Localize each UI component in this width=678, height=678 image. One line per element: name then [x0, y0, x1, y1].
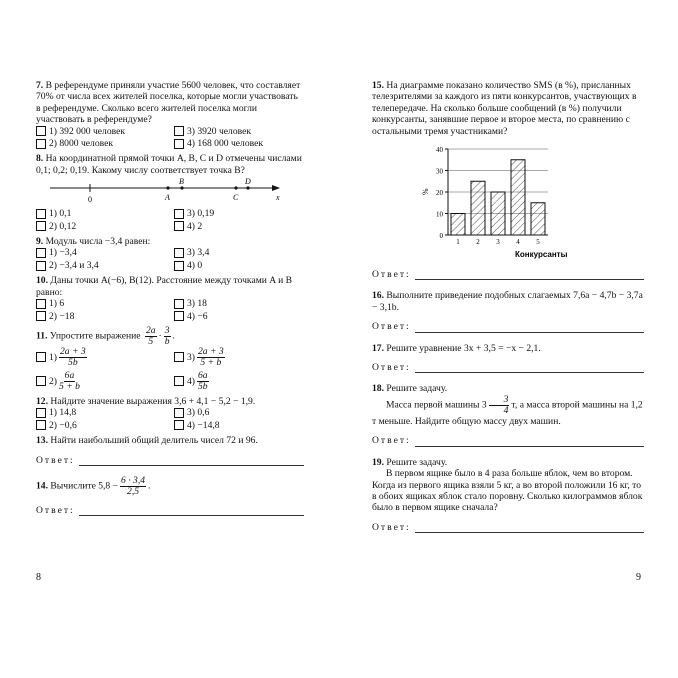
- q19-body: В первом ящике было в 4 раза больше яблок, чем во втором. Когда из первого ящика взяли 5 кг, а во второй положили 16 кг, то в обоих ящиках яблок стало поровну. Сколько килограммов яблок было в первом ящике сначала?: [372, 468, 643, 514]
- checkbox[interactable]: [36, 261, 46, 271]
- checkbox[interactable]: [36, 248, 46, 258]
- bar: [471, 181, 485, 235]
- q11-fraction-1: $\frac{2a}{5}$: [145, 324, 156, 347]
- answer-line[interactable]: [415, 438, 644, 447]
- question-15: [372, 80, 644, 280]
- y-tick-label: 30: [436, 167, 443, 176]
- checkbox[interactable]: [174, 352, 184, 362]
- y-tick-label: 20: [436, 189, 443, 198]
- checkbox[interactable]: [36, 139, 46, 149]
- answer-label: Ответ:: [36, 504, 75, 516]
- q11-option-2[interactable]: 2) $\frac{6a}{5 + b}$: [36, 371, 174, 392]
- x-tick-label: 4: [516, 238, 520, 247]
- answer-label: Ответ:: [372, 269, 411, 281]
- question-11: 11. Упростите выражение $\frac{2a}{5}$ · $\frac{3}{b}$ . 1) $\frac{2a + 3}{5b}$ 3) $\frac{2a + 3}{5 + b}$ 2) $\frac{6a}{5 + b}$ 4) $\frac{6a}{5b}$: [36, 326, 304, 392]
- q16-answer[interactable]: [372, 321, 644, 332]
- q11-option-3[interactable]: 3) $\frac{2a + 3}{5 + b}$: [174, 347, 304, 368]
- label-c: C: [233, 193, 239, 203]
- q14-fraction: $\frac{6 \cdot 3,4}{2,5}$: [121, 474, 146, 497]
- checkbox[interactable]: [36, 420, 46, 430]
- x-tick-label: 5: [536, 238, 540, 247]
- checkbox[interactable]: [36, 126, 46, 136]
- q19-text: Решите задачу.: [386, 456, 448, 468]
- x-tick-label: 3: [496, 238, 500, 247]
- question-7: [36, 80, 304, 149]
- y-tick-label: 40: [436, 146, 443, 155]
- q17-number: 17.: [372, 342, 384, 354]
- q7-number: 7.: [36, 80, 44, 91]
- q8-option-3[interactable]: 3) 0,19: [174, 208, 304, 219]
- q7-option-2[interactable]: 2) 8000 человек: [36, 138, 174, 149]
- question-16: [372, 290, 644, 332]
- q16-text: Выполните приведение подобных слагаемых 7,6a − 4,7b − 3,7a − 3,1b.: [372, 290, 643, 313]
- q10-text: Даны точки A(−6), B(12). Расстояние между точками A и B равно:: [36, 275, 293, 298]
- checkbox[interactable]: [174, 408, 184, 418]
- q9-option-3[interactable]: 3) 3,4: [174, 247, 304, 258]
- q15-answer[interactable]: [372, 269, 644, 280]
- q12-option-1[interactable]: 1) 14,8: [36, 407, 174, 418]
- answer-line[interactable]: [415, 324, 644, 333]
- checkbox[interactable]: [174, 420, 184, 430]
- q7-option-4[interactable]: 4) 168 000 человек: [174, 138, 304, 149]
- q15-text: На диаграмме показано количество SMS (в %), присланных телезрителями за каждого из пяти конкурсантов, участвующих в телепередаче. На сколько больше сообщений (в %) получили конкурсанты, занявшие первое и второе места, по сравнению с остальными тремя участниками?: [372, 80, 637, 137]
- y-tick-label: 0: [439, 232, 443, 241]
- q8-number: 8.: [36, 153, 44, 165]
- q12-option-3[interactable]: 3) 0,6: [174, 407, 304, 418]
- answer-line[interactable]: [415, 524, 644, 533]
- right-page: [372, 80, 644, 537]
- answer-label: Ответ:: [372, 321, 411, 333]
- checkbox[interactable]: [174, 126, 184, 136]
- q11-text: Упростите выражение: [49, 330, 141, 342]
- q19-answer[interactable]: [372, 522, 644, 533]
- checkbox[interactable]: [36, 311, 46, 321]
- q18-fraction: $\frac{3}{4}$: [489, 395, 510, 416]
- checkbox[interactable]: [174, 299, 184, 309]
- question-9: [36, 236, 304, 271]
- q10-option-4[interactable]: 4) −6: [174, 311, 304, 322]
- q7-option-1[interactable]: 1) 392 000 человек: [36, 126, 174, 137]
- y-axis-label: %: [421, 188, 430, 196]
- checkbox[interactable]: [174, 261, 184, 271]
- q7-option-3[interactable]: 3) 3920 человек: [174, 126, 304, 137]
- q11-option-4[interactable]: 4) $\frac{6a}{5b}$: [174, 371, 304, 392]
- label-b: B: [179, 178, 184, 187]
- x-tick-label: 1: [456, 238, 460, 247]
- left-page: [36, 80, 304, 520]
- q9-option-4[interactable]: 4) 0: [174, 260, 304, 271]
- q19-number: 19.: [372, 456, 384, 468]
- checkbox[interactable]: [174, 248, 184, 258]
- q18-text: Решите задачу.: [386, 383, 448, 395]
- question-18: 18. Решите задачу. Масса первой машины 3 $\frac{3}{4}$ т, а масса второй машины на 1,2 т меньше. Найдите общую массу двух машин. Ответ:: [372, 383, 643, 447]
- bar: [491, 192, 505, 235]
- checkbox[interactable]: [174, 209, 184, 219]
- label-a: A: [165, 193, 170, 203]
- bar: [511, 160, 525, 235]
- question-17: [372, 343, 644, 374]
- q13-text: Найти наибольший общий делитель чисел 72 и 96.: [50, 435, 258, 447]
- checkbox[interactable]: [36, 221, 46, 231]
- answer-line[interactable]: [79, 457, 304, 466]
- label-x: x: [276, 193, 280, 203]
- q8-text: На координатной прямой точки A, B, C и D отмечены числами 0,1; 0,2; 0,19. Какому числу соответствует точка B?: [36, 153, 302, 176]
- q16-number: 16.: [372, 290, 384, 302]
- q8-option-4[interactable]: 4) 2: [174, 221, 304, 232]
- question-14: 14. Вычислите 5,8 − $\frac{6 \cdot 3,4}{2,5}$ . Ответ:: [36, 476, 304, 516]
- q14-answer[interactable]: [36, 505, 304, 516]
- checkbox[interactable]: [174, 311, 184, 321]
- q10-option-3[interactable]: 3) 18: [174, 298, 304, 309]
- answer-label: Ответ:: [372, 435, 411, 447]
- q15-number: 15.: [372, 80, 384, 91]
- x-tick-label: 2: [476, 238, 480, 247]
- y-tick-label: 10: [436, 210, 443, 219]
- q17-text: Решите уравнение 3x + 3,5 = −x − 2,1.: [386, 342, 541, 354]
- question-10: [36, 275, 304, 322]
- answer-line[interactable]: [415, 364, 644, 373]
- q12-number: 12.: [36, 395, 48, 407]
- checkbox[interactable]: [174, 221, 184, 231]
- q18-answer[interactable]: [372, 435, 644, 446]
- checkbox[interactable]: [36, 352, 46, 362]
- checkbox[interactable]: [174, 139, 184, 149]
- q9-number: 9.: [36, 236, 44, 248]
- bar: [531, 203, 545, 235]
- question-13: [36, 435, 304, 466]
- q8-option-2[interactable]: 2) 0,12: [36, 221, 174, 232]
- q11-option-1[interactable]: 1) $\frac{2a + 3}{5b}$: [36, 347, 174, 368]
- q11-fraction-2: $\frac{3}{b}$: [164, 324, 170, 347]
- question-19: [372, 457, 644, 533]
- answer-line[interactable]: [415, 271, 644, 280]
- q8-option-1[interactable]: 1) 0,1: [36, 208, 174, 219]
- checkbox[interactable]: [36, 209, 46, 219]
- q9-text: Модуль числа −3,4 равен:: [45, 236, 151, 248]
- q7-text: В референдуме приняли участие 5600 человек, что составляет 70% от числа всех жителей поселка, которые могли участвовать в референдуме. Сколько всего жителей поселка могли участвовать в референдуме?: [36, 80, 301, 126]
- question-8: [36, 153, 304, 232]
- question-12: [36, 396, 304, 431]
- checkbox[interactable]: [36, 299, 46, 309]
- answer-label: Ответ:: [372, 521, 411, 533]
- q10-option-2[interactable]: 2) −18: [36, 311, 174, 322]
- label-zero: 0: [88, 195, 92, 205]
- q17-answer[interactable]: [372, 362, 644, 373]
- q14-text: Вычислите 5,8 −: [50, 480, 119, 492]
- q10-number: 10.: [36, 275, 48, 287]
- q13-answer[interactable]: [36, 455, 304, 466]
- q18-number: 18.: [372, 383, 384, 395]
- q12-option-2[interactable]: 2) −0,6: [36, 420, 174, 431]
- x-axis-label: Конкурсанты: [515, 250, 568, 260]
- q12-option-4[interactable]: 4) −14,8: [174, 420, 304, 431]
- page-number-left: 8: [36, 572, 41, 583]
- page-number-right: 9: [636, 572, 641, 583]
- number-line: [50, 178, 290, 204]
- checkbox[interactable]: [36, 408, 46, 418]
- label-d: D: [245, 178, 251, 187]
- q13-number: 13.: [36, 435, 48, 447]
- q9-option-2[interactable]: 2) −3,4 и 3,4: [36, 260, 174, 271]
- sms-bar-chart: [420, 143, 620, 261]
- q9-option-1[interactable]: 1) −3,4: [36, 247, 174, 258]
- q10-option-1[interactable]: 1) 6: [36, 298, 174, 309]
- q11-number: 11.: [36, 330, 48, 342]
- answer-label: Ответ:: [372, 362, 411, 374]
- checkbox[interactable]: [36, 376, 46, 386]
- q12-text: Найдите значение выражения 3,6 + 4,1 − 5,2 − 1,9.: [50, 395, 256, 407]
- bar: [451, 214, 465, 236]
- answer-label: Ответ:: [36, 454, 75, 466]
- checkbox[interactable]: [174, 376, 184, 386]
- answer-line[interactable]: [79, 507, 304, 516]
- q14-number: 14.: [36, 480, 48, 492]
